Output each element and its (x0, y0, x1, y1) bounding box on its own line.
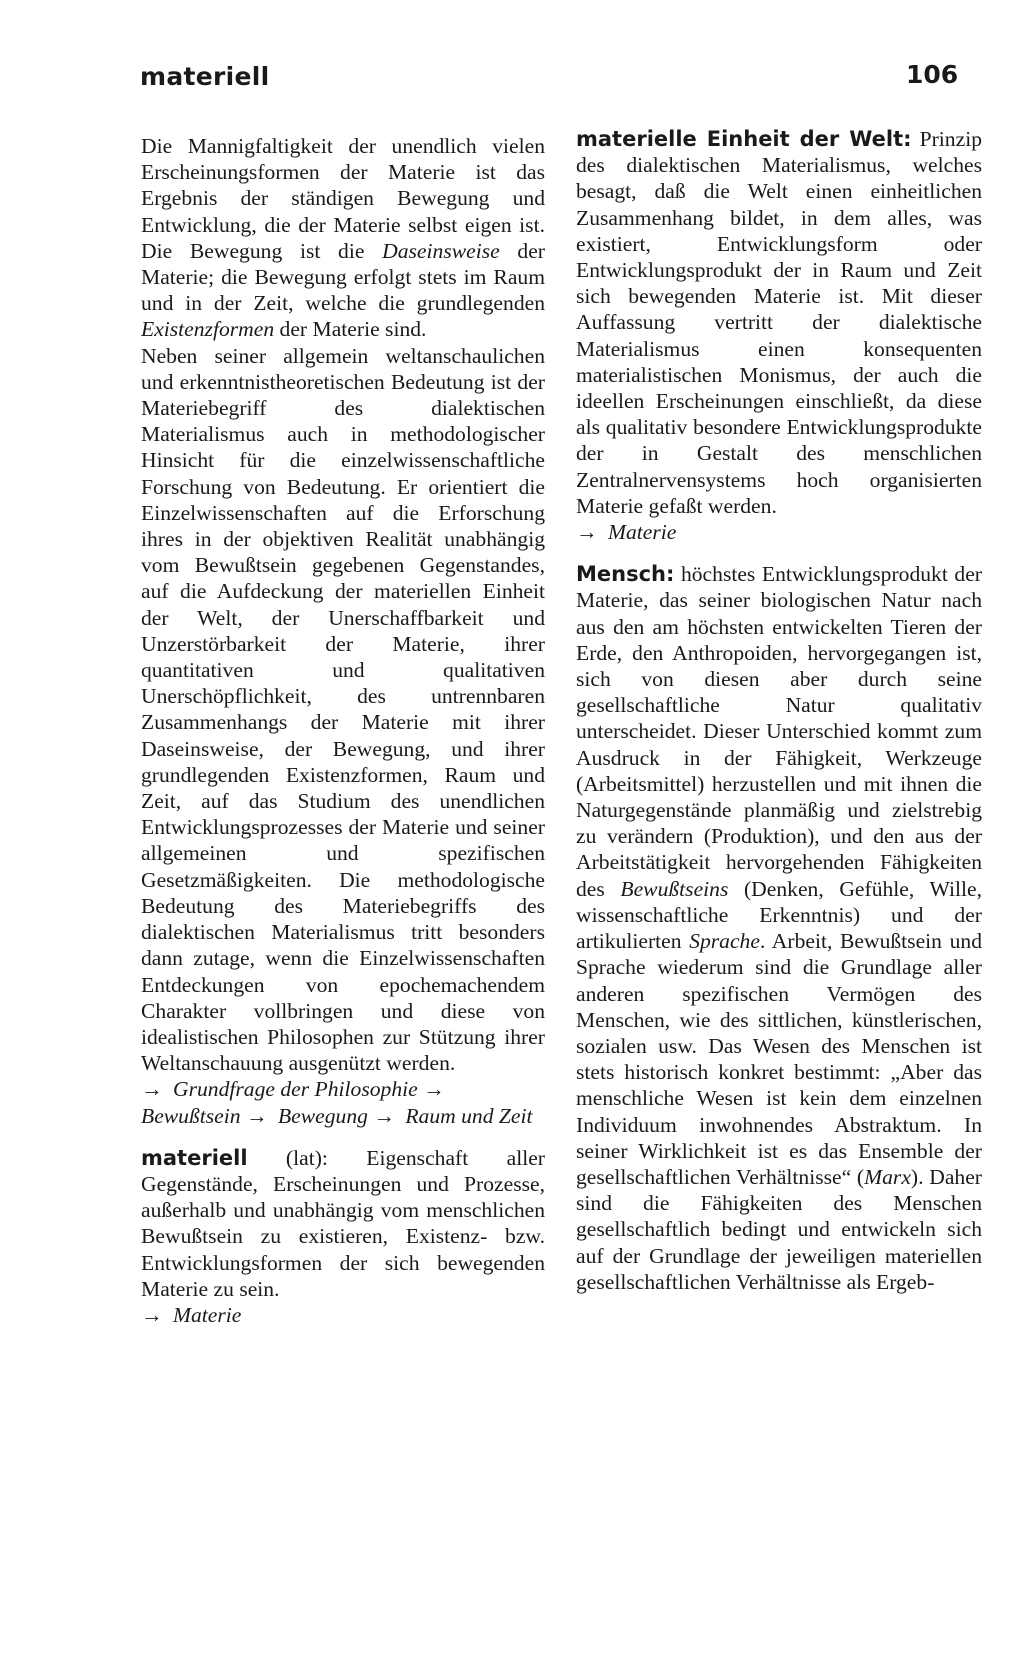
xref-materie[interactable]: Materie (608, 520, 677, 545)
text-run: der Materie; die Bewegung erfolgt stets im Raum und in der Zeit, welche die grundlegenden (141, 238, 545, 316)
arrow-right-icon: → (423, 1077, 445, 1102)
cross-reference-list (576, 519, 982, 545)
right-column (576, 126, 982, 1295)
entry-text: (lat): Eigenschaft aller Gegenstände, Erscheinungen und Prozesse, außerhalb und unabhängig vom menschlichen Bewußtsein zu existieren, Existenz- bzw. Entwicklungsformen der sich bewegenden Materie zu sein. (141, 1145, 545, 1301)
term-existenzformen: Existenzformen (141, 317, 275, 342)
entry-materielle-einheit (576, 126, 982, 519)
entry-text: . Arbeit, Bewußtsein und Sprache wiederum sind die Grundlage aller anderen spezifischen Vermögen des Menschen, wie des sittlichen, künstlerischen, sozialen usw. Das Wesen des Menschen ist stets historisch konkret bestimmt: „Aber das menschliche Wesen ist kein dem einzelnen Individuum inwohnendes Abstraktum. In seiner Wirklichkeit ist es das Ensemble der gesellschaftlichen Verhältnisse“ ( (576, 929, 982, 1189)
page-number: 106 (906, 60, 959, 89)
cross-reference-list (141, 1302, 545, 1328)
continuation-paragraph-2: Neben seiner allgemein weltanschaulichen und erkenntnistheoretischen Bedeutung ist der Materiebegriff des dialektischen Materialismus auch in methodologischer Hinsicht für die einzelwissenschaftliche Forschung von Bedeutung. Er orientiert die Einzelwissenschaften auf die Erforschung ihres in der objektiven Realität unabhängig vom Bewußtsein gegebenen Gegenstandes, auf die Aufdeckung der materiellen Einheit der Welt, der Unerschaffbarkeit und Unzerstörbarkeit der Materie, ihrer quantitativen und qualitativen Unerschöpflichkeit, des untrennbaren Zusammenhangs der Materie mit ihrer Daseinsweise, der Bewegung, und ihrer grundlegenden Existenzformen, Raum und Zeit, auf das Studium des unendlichen Entwicklungsprozesses der Materie und seiner allgemeinen und spezifischen Gesetzmäßigkeiten. Die methodologische Bedeutung des Materiebegriffs des dialektischen Materialismus tritt besonders dann zutage, wenn die Einzelwissenschaften Entdeckungen von epochemachendem Charakter vollbringen und diese von idealistischen Philosophen zur Stützung ihrer Weltanschauung ausgenützt werden. (141, 343, 545, 1076)
entry-text: Prinzip des dialektischen Materialismus, welches besagt, daß die Welt einen einheitlichen Zusammenhang bildet, in dem alles, was existiert, Entwicklungsform oder Entwicklungsprodukt der in Raum und Zeit sich bewegenden Materie ist. Mit dieser Auffassung vertritt der dialektische Materialismus einen konsequenten materialistischen Monismus, der auch die ideellen Erscheinungen einschließt, da diese als qualitativ besondere Entwicklungsprodukte der in Gestalt des menschlichen Zentralnervensystems hoch organisierten Materie gefaßt werden. (576, 127, 982, 518)
entry-text: ). Daher sind die Fähigkeiten des Menschen gesellschaftlich bedingt und entwickeln sich auf der Grundlage der jeweiligen materiellen gesellschaftlichen Verhältnisse als Ergeb- (576, 1164, 982, 1294)
entry-materiell (141, 1145, 545, 1302)
term-daseinsweise: Daseinsweise (382, 238, 500, 263)
arrow-right-icon: → (373, 1103, 395, 1128)
xref-bewusstsein[interactable]: Bewußtsein (141, 1103, 241, 1128)
entry-mensch (576, 561, 982, 1295)
cross-reference-list (141, 1076, 545, 1128)
headword-mensch: Mensch: (576, 562, 675, 587)
xref-bewegung[interactable]: Bewegung (277, 1103, 368, 1128)
arrow-right-icon: → (141, 1302, 163, 1327)
running-head: materiell (140, 62, 270, 91)
continuation-paragraph-1 (141, 133, 545, 343)
arrow-right-icon: → (245, 1103, 268, 1128)
text-run: Die Mannigfaltigkeit der unendlich vielen Erscheinungsformen der Materie ist das Ergebnis der ständigen Bewegung und Entwicklung, die der Materie selbst eigen ist. Die Bewegung ist die (141, 134, 545, 263)
xref-raum-und-zeit[interactable]: Raum und Zeit (405, 1103, 533, 1128)
entry-text: (Denken, Gefühle, Wille, wissenschaftliche Erkenntnis) und der artikulierten (576, 876, 982, 954)
left-column (141, 133, 545, 1328)
arrow-right-icon: → (141, 1077, 163, 1102)
headword-materielle-einheit: materielle Einheit der Welt: (576, 127, 912, 151)
arrow-right-icon: → (576, 520, 598, 545)
text-run: der Materie sind. (274, 317, 427, 342)
xref-grundfrage[interactable]: Grundfrage der Philosophie (173, 1077, 418, 1102)
headword-materiell: materiell (141, 1145, 248, 1170)
entry-text: höchstes Entwicklungsprodukt der Materie, das seiner biologischen Natur nach aus den am höchsten entwickelten Tieren der Erde, den Anthropoiden, hervorgegangen ist, sich von diesen aber durch seine gesellschaftliche Natur qualitativ unterscheidet. Dieser Unterschied kommt zum Ausdruck in der Fähigkeit, Werkzeuge (Arbeitsmittel) herzustellen und mit ihnen die Naturgegenstände planmäßig und zielstrebig zu verändern (Produktion), und den aus der Arbeitstätigkeit hervorgehenden Fähigkeiten des (576, 562, 982, 901)
term-sprache: Sprache (689, 929, 760, 954)
term-bewusstseins: Bewußtseins (620, 876, 729, 901)
xref-materie[interactable]: Materie (173, 1302, 242, 1327)
author-marx: Marx (864, 1164, 911, 1189)
